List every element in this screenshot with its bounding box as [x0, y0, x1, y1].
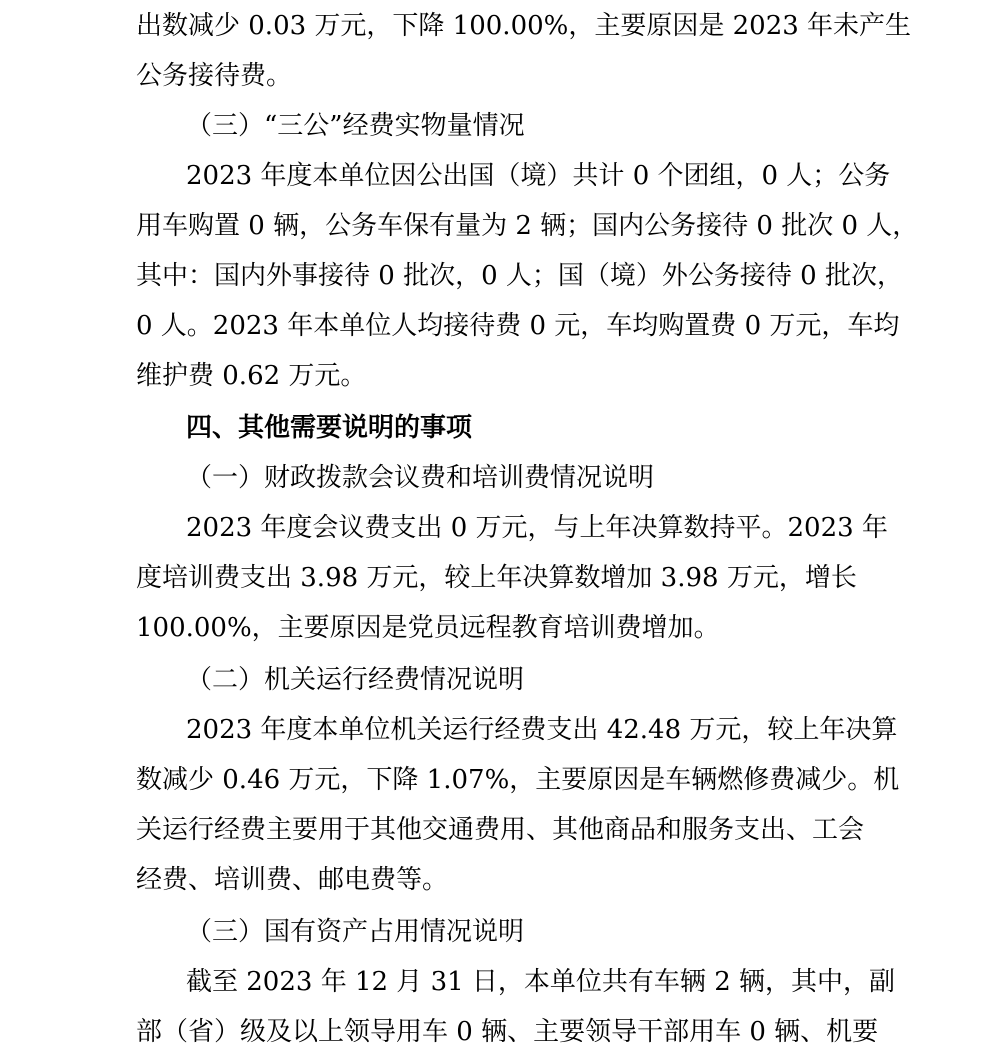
chapter-heading: 四、其他需要说明的事项: [186, 413, 473, 443]
paragraph-line: 经费、培训费、邮电费等。: [136, 865, 449, 895]
paragraph-line: 出数减少 0.03 万元，下降 100.00%，主要原因是 2023 年未产生: [136, 11, 912, 41]
paragraph-line: 数减少 0.46 万元，下降 1.07%，主要原因是车辆燃修费减少。机: [136, 765, 900, 795]
paragraph-line: 2023 年度会议费支出 0 万元，与上年决算数持平。2023 年: [186, 513, 888, 543]
paragraph-line: 用车购置 0 辆，公务车保有量为 2 辆；国内公务接待 0 批次 0 人，: [136, 211, 919, 241]
paragraph-line: 度培训费支出 3.98 万元，较上年决算数增加 3.98 万元，增长: [136, 563, 857, 593]
paragraph-line: 公务接待费。: [136, 61, 293, 91]
paragraph-line: 2023 年度本单位机关运行经费支出 42.48 万元，较上年决算: [186, 715, 898, 745]
paragraph-line: 0 人。2023 年本单位人均接待费 0 元，车均购置费 0 万元，车均: [136, 311, 900, 341]
paragraph-line: 部（省）级及以上领导用车 0 辆、主要领导干部用车 0 辆、机要: [136, 1017, 879, 1047]
paragraph-line: 关运行经费主要用于其他交通费用、其他商品和服务支出、工会: [136, 815, 865, 845]
section-heading: （二）机关运行经费情况说明: [186, 665, 525, 695]
paragraph-line: 2023 年度本单位因公出国（境）共计 0 个团组，0 人；公务: [186, 161, 891, 191]
paragraph-line: 截至 2023 年 12 月 31 日，本单位共有车辆 2 辆，其中，副: [186, 967, 895, 997]
section-heading: （一）财政拨款会议费和培训费情况说明: [186, 463, 655, 493]
paragraph-line: 其中：国内外事接待 0 批次，0 人；国（境）外公务接待 0 批次，: [136, 261, 903, 291]
paragraph-line: 维护费 0.62 万元。: [136, 361, 367, 391]
paragraph-line: 100.00%，主要原因是党员远程教育培训费增加。: [136, 613, 720, 643]
section-heading: （三）国有资产占用情况说明: [186, 917, 525, 947]
section-heading: （三）“三公”经费实物量情况: [186, 111, 525, 141]
